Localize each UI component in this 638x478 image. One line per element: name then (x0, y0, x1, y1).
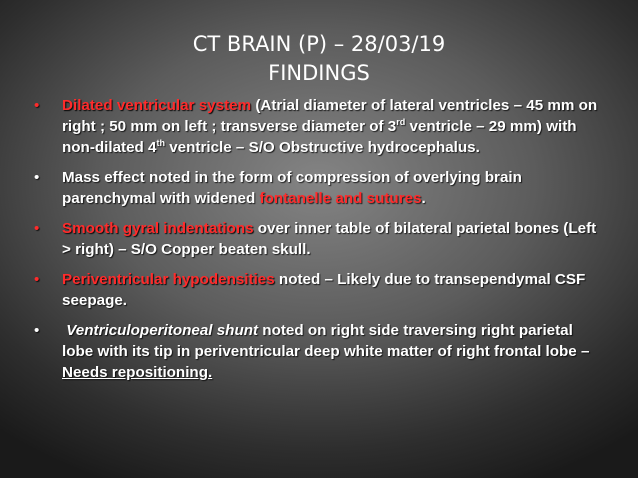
finding-highlight: Smooth gyral indentations (62, 220, 254, 237)
bullet-icon: • (34, 220, 40, 237)
bullet-icon: • (34, 271, 40, 288)
finding-highlight: fontanelle and sutures (259, 190, 422, 207)
finding-text: noted – Likely due to transependymal CSF seepage. (62, 271, 586, 309)
finding-superscript: th (156, 137, 165, 148)
finding-italic: Ventriculoperitoneal shunt (66, 322, 259, 339)
finding-highlight: Periventricular hypodensities (62, 271, 275, 288)
finding-highlight: Dilated ventricular system (62, 97, 252, 114)
finding-text: . (421, 190, 426, 207)
finding-superscript: rd (396, 116, 406, 127)
finding-item-mass-effect (34, 167, 604, 209)
finding-text: ventricle – S/O Obstructive hydrocephalus. (165, 139, 480, 156)
bullet-icon: • (34, 322, 40, 339)
finding-text: ventricle – 29 mm) with non-dilated 4 (62, 118, 577, 156)
slide-title (0, 30, 638, 88)
finding-item-hypodensities (34, 269, 604, 311)
finding-text: (Atrial diameter of lateral ventricles – 45 mm on right ; 50 mm on left ; transverse diameter of 3 (62, 97, 598, 135)
bullet-icon: • (34, 97, 40, 114)
slide-title-line-1: CT BRAIN (P) – 28/03/19 (192, 32, 446, 56)
findings-list (34, 95, 604, 392)
finding-text: over inner table of bilateral parietal bones (Left > right) – S/O Copper beaten skull. (62, 220, 597, 258)
finding-text: noted on right side traversing right parietal lobe with its tip in periventricular deep white matter of right frontal lobe – (62, 322, 590, 360)
bullet-icon: • (34, 169, 40, 186)
finding-underlined: Needs repositioning. (62, 364, 213, 381)
slide-title-line-2: FINDINGS (268, 61, 370, 85)
finding-item-vp-shunt (34, 320, 604, 383)
finding-text: Mass effect noted in the form of compression of overlying brain parenchymal with widened (62, 169, 522, 207)
finding-item-ventricles (34, 95, 604, 158)
finding-item-gyral-indentations (34, 218, 604, 260)
